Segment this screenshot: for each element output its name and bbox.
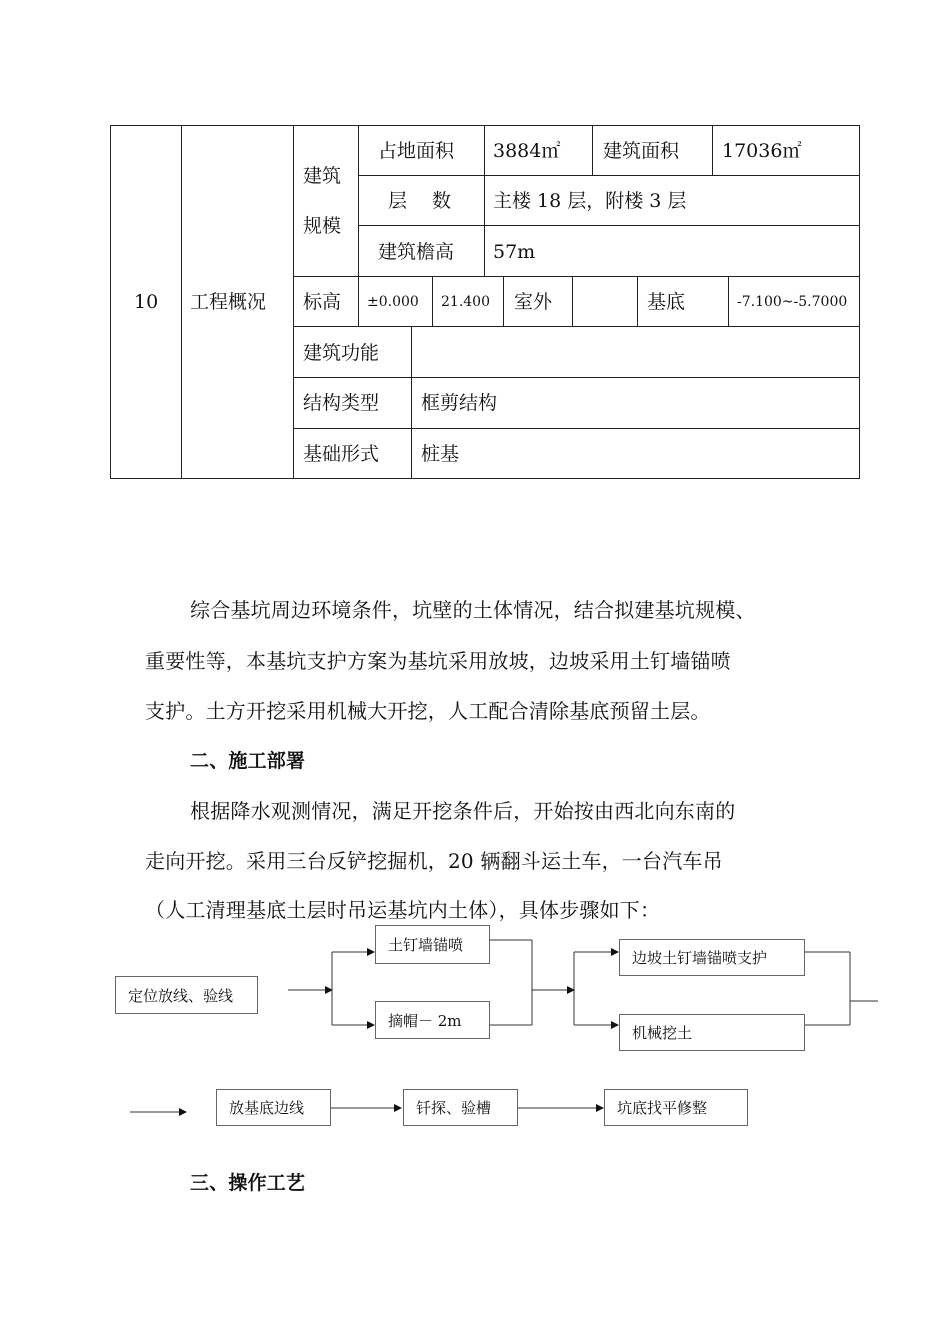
step-locate-box: 定位放线、验线 xyxy=(115,976,258,1014)
eave-height-value: 57m xyxy=(493,241,536,263)
build-area-value: 17036㎡ xyxy=(722,140,802,162)
scale-label-line2: 规模 xyxy=(303,215,342,237)
elevation-zero: ±0.000 xyxy=(367,294,419,310)
foundation-value: 桩基 xyxy=(421,443,460,465)
foundation-label: 基础形式 xyxy=(303,443,380,465)
elevation-value: 21.400 xyxy=(441,294,490,310)
section-heading-2: 二、施工部署 xyxy=(190,750,306,772)
paragraph-2-line-2: 走向开挖。采用三台反铲挖掘机，20 辆翻斗运土车，一台汽车吊 xyxy=(145,849,723,873)
step-cap-removal-box: 摘帽－ 2m xyxy=(375,1001,490,1039)
step-baseline-box: 放基底边线 xyxy=(216,1089,331,1126)
section-heading-3: 三、操作工艺 xyxy=(190,1172,306,1194)
site-area-value: 3884㎡ xyxy=(493,140,561,162)
eave-height-label: 建筑檐高 xyxy=(378,241,455,263)
scale-label-line1: 建筑 xyxy=(303,165,342,187)
paragraph-2-line-3: （人工清理基底土层时吊运基坑内土体），具体步骤如下： xyxy=(145,898,661,922)
structure-value: 框剪结构 xyxy=(421,392,498,414)
paragraph-1-line-1: 综合基坑周边环境条件，坑壁的土体情况，结合拟建基坑规模、 xyxy=(190,598,756,622)
step-level-box: 坑底找平修整 xyxy=(604,1089,748,1126)
elevation-label: 标高 xyxy=(303,291,342,313)
step-machine-dig-box: 机械挖土 xyxy=(619,1014,805,1051)
step-soil-nail-box: 土钉墙锚喷 xyxy=(375,925,490,964)
paragraph-1-line-3: 支护。土方开挖采用机械大开挖，人工配合清除基底预留土层。 xyxy=(145,699,711,723)
row-number: 10 xyxy=(134,291,159,313)
paragraph-1-line-2: 重要性等，本基坑支护方案为基坑采用放坡，边坡采用土钉墙锚喷 xyxy=(145,649,731,673)
floors-label: 层 数 xyxy=(388,190,452,212)
outdoor-label: 室外 xyxy=(514,291,553,313)
floors-value: 主楼 18 层，附楼 3 层 xyxy=(493,190,687,212)
paragraph-2-line-1: 根据降水观测情况，满足开挖条件后，开始按由西北向东南的 xyxy=(190,799,736,823)
structure-label: 结构类型 xyxy=(303,392,380,414)
step-probe-box: 钎探、验槽 xyxy=(403,1089,518,1126)
function-label: 建筑功能 xyxy=(303,342,380,364)
base-value: -7.100~-5.7000 xyxy=(737,294,848,310)
base-label: 基底 xyxy=(647,291,686,313)
build-area-label: 建筑面积 xyxy=(603,140,680,162)
category-label: 工程概况 xyxy=(190,291,267,313)
site-area-label: 占地面积 xyxy=(378,140,455,162)
step-slope-support-box: 边坡土钉墙锚喷支护 xyxy=(619,939,805,976)
